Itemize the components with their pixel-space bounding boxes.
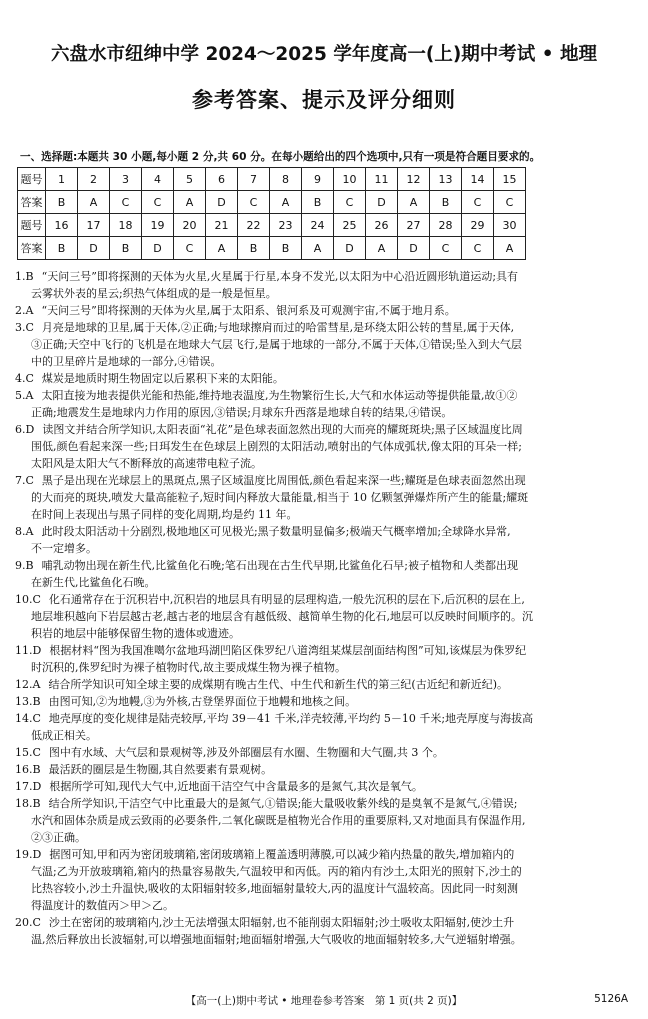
answer-table-cell: 6: [206, 168, 238, 191]
answer-table-cell: C: [110, 191, 142, 214]
answer-table-cell: 15: [494, 168, 526, 191]
question-number: 18.B: [15, 797, 41, 810]
question-number: 6.D: [15, 423, 35, 436]
explanation-item: [15, 523, 639, 557]
answer-table-row: [18, 191, 526, 214]
explanation-first-line: [15, 319, 639, 336]
answer-table-cell: D: [334, 237, 366, 260]
answer-table-cell: 12: [398, 168, 430, 191]
answer-table-cell: A: [494, 237, 526, 260]
explanation-first-line: [15, 523, 639, 540]
answer-table-row-header: 答案: [18, 237, 46, 260]
answer-table-cell: A: [366, 237, 398, 260]
explanation-item: [15, 710, 639, 744]
explanation-item: [15, 914, 639, 948]
explanation-text: 读图文并结合所学知识,太阳表面“礼花”是色球表面忽然出现的大而亮的耀斑斑块;黑子区域温度比周: [42, 423, 523, 436]
answer-table-cell: 16: [46, 214, 78, 237]
explanation-text: 气温;乙为开放玻璃箱,箱内的热量容易散失,气温较甲和丙低。丙的箱内有沙土,太阳光的照射下,沙土的: [31, 865, 522, 878]
answer-table-row-header: 题号: [18, 214, 46, 237]
answer-table-cell: 7: [238, 168, 270, 191]
explanation-first-line: [15, 421, 639, 438]
question-number: 19.D: [15, 848, 42, 861]
explanation-text: 图中有水域、大气层和景观树等,涉及外部圈层有水圈、生物圈和大气圈,共 3 个。: [48, 746, 444, 759]
explanation-item: [15, 846, 639, 914]
answer-table-cell: 29: [462, 214, 494, 237]
explanation-text: 中的卫星碎片是地球的一部分,④错误。: [31, 355, 222, 368]
question-number: 20.C: [15, 916, 41, 929]
answer-table-cell: C: [462, 191, 494, 214]
answer-table-cell: 22: [238, 214, 270, 237]
explanation-item: [15, 268, 639, 302]
explanation-text: 地层堆积越向下岩层越古老,越古老的地层含有越低级、越简单生物的化石,地层可以反映时间顺序的。沉: [31, 610, 533, 623]
question-number: 8.A: [15, 525, 34, 538]
answer-table-cell: 21: [206, 214, 238, 237]
explanation-text: 水汽和固体杂质是成云致雨的必要条件,二氧化碳既是植物光合作用的重要原料,又对地面具有保温作用,: [31, 814, 526, 827]
answer-table-cell: B: [270, 237, 302, 260]
question-number: 3.C: [15, 321, 34, 334]
explanation-text: “天问三号”即将探测的天体为火星,火星属于行星,本身不发光,以太阳为中心沿近圆形轨道运动;具有: [41, 270, 519, 283]
answer-table-cell: 19: [142, 214, 174, 237]
answer-table-cell: D: [206, 191, 238, 214]
explanation-first-line: [15, 387, 639, 404]
explanation-list: [15, 268, 639, 948]
explanation-first-line: [15, 557, 639, 574]
explanation-first-line: [15, 642, 639, 659]
explanation-text: 化石通常存在于沉积岩中,沉积岩的地层具有明显的层理构造,一般先沉积的层在下,后沉积的层在上,: [48, 593, 525, 606]
explanation-text: 在新生代,比鲨鱼化石晚。: [31, 576, 156, 589]
paper-code: 5126A: [594, 993, 628, 1005]
explanation-item: [15, 591, 639, 642]
answer-table-cell: 11: [366, 168, 398, 191]
explanation-text: 围低,颜色看起来深一些;日珥发生在色球层上剧烈的太阳活动,喷射出的气体成弧状,像太阳的耳朵一样;: [31, 440, 522, 453]
answer-table-cell: 3: [110, 168, 142, 191]
answer-table-row-header: 答案: [18, 191, 46, 214]
explanation-text: 的大而亮的斑块,喷发大量高能粒子,短时间内释放大量能量,相当于 10 亿颗氢弹爆炸所产生的能量;耀斑: [31, 491, 529, 504]
answer-table-cell: C: [494, 191, 526, 214]
question-number: 5.A: [15, 389, 34, 402]
answer-table-cell: B: [46, 237, 78, 260]
explanation-item: [15, 642, 639, 676]
answer-table-cell: D: [366, 191, 398, 214]
answer-table-cell: D: [78, 237, 110, 260]
explanation-first-line: [15, 370, 639, 387]
question-number: 9.B: [15, 559, 34, 572]
answer-table-cell: A: [78, 191, 110, 214]
answer-table-cell: 5: [174, 168, 206, 191]
explanation-text: 低成正相关。: [31, 729, 97, 742]
explanation-item: [15, 795, 639, 846]
answer-table: [17, 167, 526, 260]
explanation-text: 太阳直接为地表提供光能和热能,维持地表温度,为生物繁衍生长,大气和水体运动等提供能量,故①②: [41, 389, 518, 402]
explanation-text: 正确;地震发生是地球内力作用的原因,③错误;月球东升西落是地球自转的结果,④错误。: [31, 406, 453, 419]
question-number: 10.C: [15, 593, 41, 606]
answer-table-cell: B: [238, 237, 270, 260]
answer-table-cell: 30: [494, 214, 526, 237]
answer-table-row-header: 题号: [18, 168, 46, 191]
answer-table-cell: 8: [270, 168, 302, 191]
explanation-first-line: [15, 268, 639, 285]
explanation-text: ②③正确。: [31, 831, 86, 844]
question-number: 4.C: [15, 372, 34, 385]
explanation-text: 沙土在密闭的玻璃箱内,沙土无法增强太阳辐射,也不能削弱太阳辐射;沙土吸收太阳辐射,使沙土升: [48, 916, 515, 929]
explanation-text: 此时段太阳活动十分剧烈,极地地区可见极光;黑子数量明显偏多;极端天气概率增加;全球降水异常,: [41, 525, 511, 538]
answer-table-cell: B: [302, 191, 334, 214]
explanation-text: ③正确;天空中飞行的飞机是在地球大气层飞行,是属于地球的一部分,不属于天体,①错误;坠入到大气层: [31, 338, 522, 351]
document-title: 六盘水市纽绅中学 2024～2025 学年度高一(上)期中考试 • 地理: [51, 44, 597, 65]
explanation-text: 结合所学知识可知全球主要的成煤期有晚古生代、中生代和新生代的第三纪(古近纪和新近纪)。: [48, 678, 509, 691]
answer-table-cell: 23: [270, 214, 302, 237]
question-number: 1.B: [15, 270, 34, 283]
explanation-first-line: [15, 761, 639, 778]
explanation-text: 得温度计的数值丙＞甲＞乙。: [31, 899, 174, 912]
explanation-first-line: [15, 795, 639, 812]
explanation-first-line: [15, 591, 639, 608]
document-subtitle: 参考答案、提示及评分细则: [192, 88, 456, 112]
explanation-text: 月亮是地球的卫星,属于天体,②正确;与地球擦肩而过的哈雷彗星,是环绕太阳公转的彗星,属于天体,: [41, 321, 515, 334]
answer-table-cell: 10: [334, 168, 366, 191]
explanation-text: 根据所学可知,现代大气中,近地面干洁空气中含量最多的是氮气,其次是氧气。: [49, 780, 423, 793]
explanation-text: “天问三号”即将探测的天体为火星,属于太阳系、银河系及可观测宇宙,不属于地月系。: [41, 304, 456, 317]
explanation-text: 结合所学知识,干洁空气中比重最大的是氮气,①错误;能大量吸收紫外线的是臭氧不是氮气,④错误;: [48, 797, 518, 810]
question-number: 7.C: [15, 474, 34, 487]
answer-table-cell: 9: [302, 168, 334, 191]
explanation-text: 云雾状外表的星云;织热气体组成的是一般是恒星。: [31, 287, 277, 300]
answer-table-cell: C: [462, 237, 494, 260]
answer-table-cell: C: [142, 191, 174, 214]
explanation-text: 太阳风是太阳大气不断释放的高速带电粒子流。: [31, 457, 262, 470]
explanation-text: 煤炭是地质时期生物固定以后累积下来的太阳能。: [41, 372, 284, 385]
explanation-text: 在时间上表现出与黑子同样的变化周期,均是约 11 年。: [31, 508, 298, 521]
answer-table-cell: 13: [430, 168, 462, 191]
explanation-item: [15, 744, 639, 761]
explanation-item: [15, 387, 639, 421]
answer-table-cell: C: [174, 237, 206, 260]
answer-table-cell: C: [430, 237, 462, 260]
explanation-first-line: [15, 914, 639, 931]
explanation-first-line: [15, 778, 639, 795]
answer-table-cell: D: [142, 237, 174, 260]
explanation-first-line: [15, 302, 639, 319]
answer-table-cell: C: [238, 191, 270, 214]
answer-table-cell: 2: [78, 168, 110, 191]
answer-table-cell: 28: [430, 214, 462, 237]
explanation-first-line: [15, 846, 639, 863]
answer-table-cell: 24: [302, 214, 334, 237]
explanation-text: 黑子是出现在光球层上的黑斑点,黑子区域温度比周围低,颜色看起来深一些;耀斑是色球表面忽然出现: [41, 474, 526, 487]
answer-table-cell: A: [206, 237, 238, 260]
explanation-text: 比热容较小,沙土升温快,吸收的太阳辐射较多,地面辐射量较大,丙的温度计气温较高。因此同一时刻测: [31, 882, 518, 895]
explanation-text: 最活跃的圈层是生物圈,其自然要素有景观树。: [48, 763, 273, 776]
explanation-item: [15, 693, 639, 710]
explanation-first-line: [15, 744, 639, 761]
explanation-item: [15, 778, 639, 795]
question-number: 15.C: [15, 746, 41, 759]
answer-table-row: [18, 237, 526, 260]
explanation-item: [15, 302, 639, 319]
answer-table-cell: 4: [142, 168, 174, 191]
answer-table-cell: B: [110, 237, 142, 260]
answer-table-cell: 26: [366, 214, 398, 237]
explanation-text: 根据材料“图为我国准噶尔盆地玛湖凹陷区侏罗纪八道湾组某煤层剖面结构图”可知,该煤层为侏罗纪: [49, 644, 527, 657]
answer-table-cell: C: [334, 191, 366, 214]
explanation-item: [15, 472, 639, 523]
question-number: 2.A: [15, 304, 34, 317]
explanation-item: [15, 676, 639, 693]
explanation-text: 不一定增多。: [31, 542, 97, 555]
explanation-text: 地壳厚度的变化规律是陆壳较厚,平均 39－41 千米,洋壳较薄,平均约 5－10 千米;地壳厚度与海拔高: [48, 712, 534, 725]
answer-table-cell: D: [398, 237, 430, 260]
answer-table-cell: 18: [110, 214, 142, 237]
explanation-item: [15, 761, 639, 778]
answer-table-cell: B: [46, 191, 78, 214]
explanation-first-line: [15, 676, 639, 693]
explanation-text: 温,然后释放出长波辐射,可以增强地面辐射;地面辐射增强,大气吸收的地面辐射较多,大气逆辐射增强。: [31, 933, 522, 946]
answer-table-cell: B: [430, 191, 462, 214]
section-heading: 一、选择题:本题共 30 小题,每小题 2 分,共 60 分。在每小题给出的四个选项中,只有一项是符合题目要求的。: [20, 151, 541, 163]
explanation-text: 据图可知,甲和丙为密闭玻璃箱,密闭玻璃箱上覆盖透明薄膜,可以减少箱内热量的散失,增加箱内的: [49, 848, 515, 861]
answer-table-cell: A: [174, 191, 206, 214]
explanation-item: [15, 319, 639, 370]
answer-table-cell: A: [398, 191, 430, 214]
question-number: 17.D: [15, 780, 42, 793]
answer-table-cell: 14: [462, 168, 494, 191]
answer-table-cell: 1: [46, 168, 78, 191]
answer-table-cell: 27: [398, 214, 430, 237]
explanation-item: [15, 370, 639, 387]
answer-table-cell: 17: [78, 214, 110, 237]
answer-table-cell: 20: [174, 214, 206, 237]
explanation-first-line: [15, 710, 639, 727]
page-footer: 【高一(上)期中考试 • 地理卷参考答案 第 1 页(共 2 页)】: [185, 995, 463, 1007]
explanation-text: 由图可知,②为地幔,③为外核,古登堡界面位于地幔和地核之间。: [48, 695, 357, 708]
explanation-first-line: [15, 472, 639, 489]
explanation-item: [15, 421, 639, 472]
answer-table-row: [18, 168, 526, 191]
answer-table-cell: A: [302, 237, 334, 260]
question-number: 14.C: [15, 712, 41, 725]
explanation-item: [15, 557, 639, 591]
question-number: 13.B: [15, 695, 41, 708]
question-number: 11.D: [15, 644, 42, 657]
answer-table-row: [18, 214, 526, 237]
explanation-text: 时沉积的,侏罗纪时为裸子植物时代,故主要成煤生物为裸子植物。: [31, 661, 346, 674]
explanation-text: 哺乳动物出现在新生代,比鲨鱼化石晚;笔石出现在古生代早期,比鲨鱼化石早;被子植物和人类都出现: [41, 559, 518, 572]
answer-table-cell: 25: [334, 214, 366, 237]
question-number: 16.B: [15, 763, 41, 776]
explanation-first-line: [15, 693, 639, 710]
explanation-text: 积岩的地层中能够保留生物的遗体或遗迹。: [31, 627, 240, 640]
answer-table-cell: A: [270, 191, 302, 214]
question-number: 12.A: [15, 678, 41, 691]
